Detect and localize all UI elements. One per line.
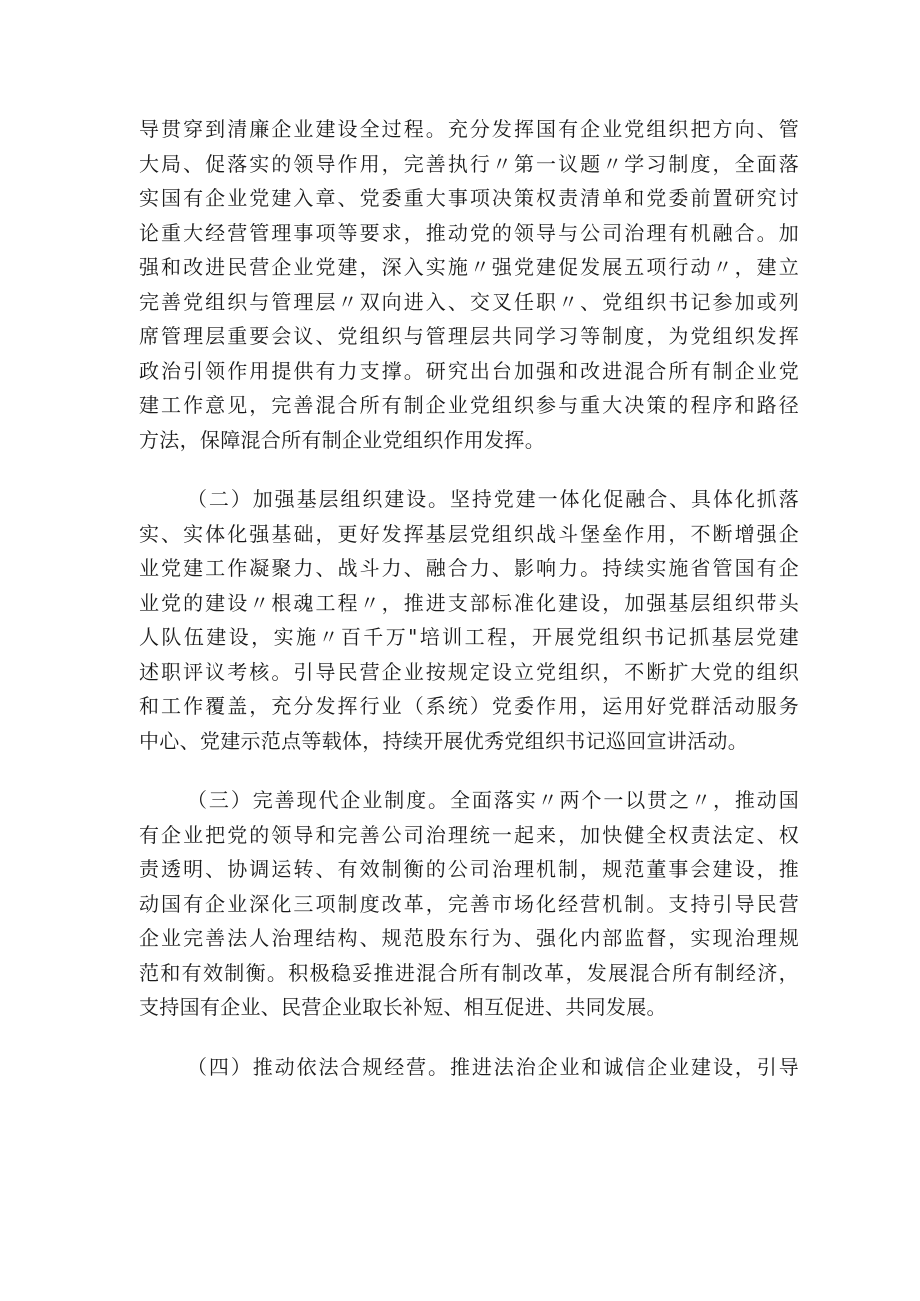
text-line: 席管理层重要会议、党组织与管理层共同学习等制度，为党组织发挥 — [139, 324, 799, 348]
text-line: 建工作意见，完善混合所有制企业党组织参与重大决策的程序和路径 — [139, 393, 799, 417]
text-line: 人队伍建设，实施〃百千万"培训工程，开展党组织书记抓基层党建 — [139, 625, 799, 649]
document-body — [139, 112, 799, 1084]
text-line: 和工作覆盖，充分发挥行业（系统）党委作用，运用好党群活动服务 — [139, 694, 799, 718]
text-line: 业党建工作凝聚力、战斗力、融合力、影响力。持续实施省管国有企 — [139, 556, 799, 580]
paragraph-section-4 — [139, 1050, 799, 1085]
text-line: 范和有效制衡。积极稳妥推进混合所有制改革，发展混合所有制经济， — [139, 960, 799, 985]
text-line: 导贯穿到清廉企业建设全过程。充分发挥国有企业党组织把方向、管 — [139, 117, 799, 141]
text-line: 大局、促落实的领导作用，完善执行〃第一议题〃学习制度，全面落 — [139, 151, 799, 176]
paragraph-leadership — [139, 112, 799, 457]
text-line: 完善党组织与管理层〃双向进入、交叉任职〃、党组织书记参加或列 — [139, 289, 799, 314]
text-line: （四）推动依法合规经营。推进法治企业和诚信企业建设，引导 — [187, 1054, 799, 1079]
text-line: 业党的建设〃根魂工程〃，推进支部标准化建设，加强基层组织带头 — [139, 590, 799, 615]
text-line: 动国有企业深化三项制度改革，完善市场化经营机制。支持引导民营 — [139, 891, 799, 916]
text-line: 责透明、协调运转、有效制衡的公司治理机制，规范董事会建设，推 — [139, 857, 799, 881]
text-line: （三）完善现代企业制度。全面落实〃两个一以贯之〃，推动国 — [187, 788, 799, 812]
text-line: 支持国有企业、民营企业取长补短、相互促进、共同发展。 — [139, 995, 667, 1019]
paragraph-section-2 — [139, 482, 799, 758]
text-line: 强和改进民营企业党建，深入实施〃强党建促发展五项行动〃，建立 — [139, 255, 799, 279]
text-line: 论重大经营管理事项等要求，推动党的领导与公司治理有机融合。加 — [139, 220, 799, 245]
text-line: 实国有企业党建入章、党委重大事项决策权责清单和党委前置研究讨 — [139, 186, 799, 210]
text-line: 企业完善法人治理结构、规范股东行为、强化内部监督，实现治理规 — [139, 926, 799, 950]
text-line: 方法，保障混合所有制企业党组织作用发挥。 — [139, 427, 545, 452]
text-line: 中心、党建示范点等载体，持续开展优秀党组织书记巡回宣讲活动。 — [139, 728, 748, 753]
text-line: （二）加强基层组织建设。坚持党建一体化促融合、具体化抓落 — [187, 487, 799, 511]
text-line: 有企业把党的领导和完善公司治理统一起来，加快健全权责法定、权 — [139, 822, 799, 847]
text-line: 实、实体化强基础，更好发挥基层党组织战斗堡垒作用，不断增强企 — [139, 521, 799, 546]
text-line: 政治引领作用提供有力支撑。研究出台加强和改进混合所有制企业党 — [139, 358, 799, 383]
paragraph-section-3 — [139, 783, 799, 1025]
text-line: 述职评议考核。引导民营企业按规定设立党组织，不断扩大党的组织 — [139, 659, 799, 684]
